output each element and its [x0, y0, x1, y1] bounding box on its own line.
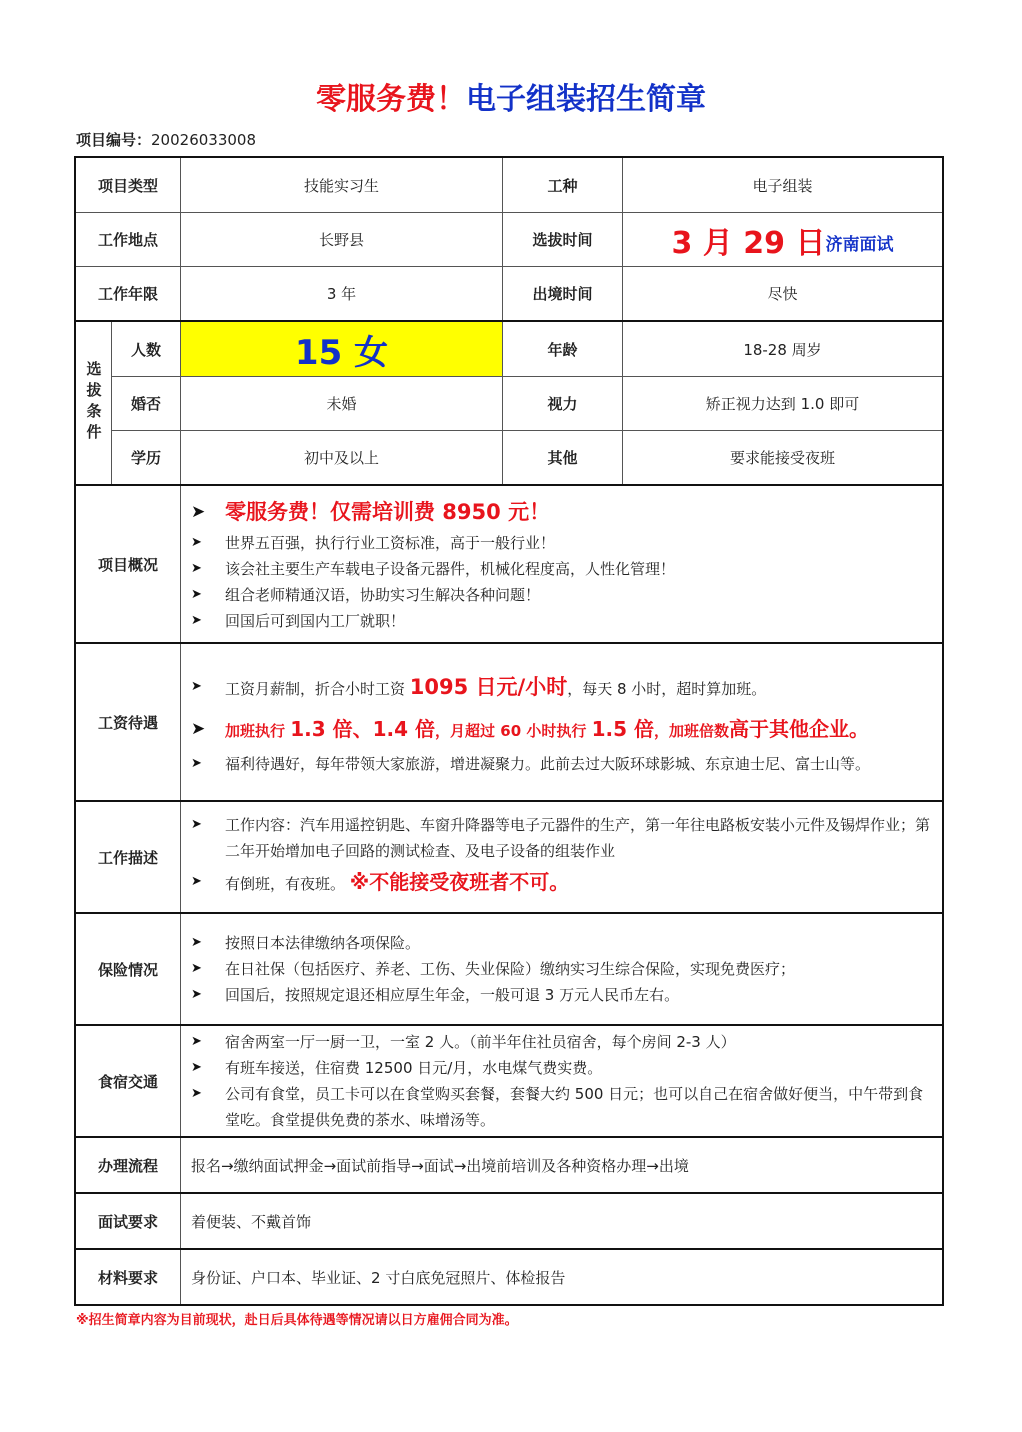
table-row	[112, 376, 942, 430]
label-selection-time: 选拔时间	[502, 213, 622, 266]
section-lodging	[76, 1024, 942, 1136]
list-item: ➤ 回国后，按照规定退还相应厚生年金，一般可退 3 万元人民币左右。	[191, 982, 679, 1008]
recruitment-table	[74, 156, 944, 1306]
section-work	[76, 800, 942, 912]
project-number-label: 项目编号：	[76, 131, 152, 149]
list-item: ➤ 组合老师精通汉语，协助实习生解决各种问题！	[191, 582, 540, 608]
label-job-type: 工种	[502, 158, 622, 212]
selection-date: 3 月 29 日	[671, 225, 826, 261]
page-title	[0, 78, 1022, 122]
label-marital: 婚否	[130, 395, 161, 413]
section-insurance	[76, 912, 942, 1024]
list-item: ➤ 加班执行 1.3 倍、1.4 倍，月超过 60 小时执行 1.5 倍，加班倍数高于其他企业。	[191, 709, 869, 751]
arrow-icon: ➤	[191, 961, 202, 976]
value-work-location: 长野县	[180, 213, 502, 266]
arrow-icon: ➤	[191, 874, 202, 889]
value-education: 初中及以上	[180, 431, 502, 484]
list-item: ➤ 有倒班，有夜班。 ※不能接受夜班者不可。	[191, 864, 569, 902]
salary-content	[180, 644, 942, 800]
list-item: ➤ 有班车接送，住宿费 12500 日元/月，水电煤气费实费。	[191, 1055, 602, 1081]
value-marital: 未婚	[180, 377, 502, 430]
project-number	[76, 128, 256, 152]
insurance-content	[180, 914, 942, 1024]
list-item: ➤ 福利待遇好，每年带领大家旅游，增进凝聚力。此前去过大阪环球影城、东京迪士尼、富士山等。	[191, 751, 870, 777]
value-job-type: 电子组装	[622, 158, 942, 212]
list-item: ➤ 工资月薪制，折合小时工资 1095 日元/小时，每天 8 小时，超时算加班。	[191, 667, 766, 709]
arrow-icon: ➤	[191, 1034, 202, 1049]
footnote: ※招生简章内容为目前现状，赴日后具体待遇等情况请以日方雇佣合同为准。	[76, 1313, 518, 1328]
label-work-location: 工作地点	[97, 231, 158, 249]
list-item: ➤ 工作内容：汽车用遥控钥匙、车窗升降器等电子元器件的生产，第一年往电路板安装小元件及锡焊作业；第二年开始增加电子回路的测试检查、及电子设备的组装作业	[191, 812, 934, 864]
selection-side-label: 选拔条件	[76, 322, 112, 484]
arrow-icon: ➤	[191, 756, 202, 771]
list-item: ➤ 按照日本法律缴纳各项保险。	[191, 930, 420, 956]
value-vision: 矫正视力达到 1.0 即可	[622, 377, 942, 430]
table-row	[112, 430, 942, 484]
label-age: 年龄	[502, 322, 622, 376]
label-work-years: 工作年限	[97, 285, 158, 303]
materials-label: 材料要求	[97, 1268, 158, 1287]
list-item: ➤ 世界五百强，执行行业工资标准，高于一般行业！	[191, 530, 555, 556]
salary-label: 工资待遇	[97, 713, 158, 732]
table-row	[76, 158, 942, 212]
materials-value: 身份证、户口本、毕业证、2 寸白底免冠照片、体检报告	[180, 1250, 942, 1304]
interview-value: 着便装、不戴首饰	[180, 1194, 942, 1248]
arrow-icon: ➤	[191, 1086, 202, 1101]
arrow-icon: ➤	[191, 613, 202, 628]
lodging-label: 食宿交通	[97, 1072, 158, 1091]
value-work-years: 3 年	[180, 267, 502, 320]
table-row	[76, 266, 942, 320]
night-shift-warning: ※不能接受夜班者不可。	[349, 870, 570, 894]
lodging-content	[180, 1026, 942, 1136]
value-headcount: 15 女	[180, 322, 502, 376]
overview-label: 项目概况	[97, 555, 158, 574]
work-content	[180, 802, 942, 912]
process-value: 报名→缴纳面试押金→面试前指导→面试→出境前培训及各种资格办理→出境	[180, 1138, 942, 1192]
project-number-value: 20026033008	[151, 131, 256, 149]
arrow-icon: ➤	[191, 502, 206, 522]
arrow-icon: ➤	[191, 719, 206, 739]
label-other: 其他	[502, 431, 622, 484]
selection-place: 济南面试	[825, 235, 894, 255]
arrow-icon: ➤	[191, 587, 202, 602]
hourly-wage: 1095 日元/小时	[409, 675, 568, 699]
list-item: ➤ 在日社保（包括医疗、养老、工伤、失业保险）缴纳实习生综合保险，实现免费医疗；	[191, 956, 795, 982]
interview-label: 面试要求	[97, 1212, 158, 1231]
value-departure-time: 尽快	[622, 267, 942, 320]
label-headcount: 人数	[130, 340, 161, 359]
section-materials	[76, 1248, 942, 1304]
list-item: ➤ 回国后可到国内工厂就职！	[191, 608, 405, 634]
overview-content	[180, 486, 942, 642]
arrow-icon: ➤	[191, 561, 202, 576]
insurance-label: 保险情况	[97, 960, 158, 979]
table-row	[112, 322, 942, 376]
list-item: ➤ 该会社主要生产车载电子设备元器件，机械化程度高，人性化管理！	[191, 556, 675, 582]
value-selection-time	[622, 213, 942, 266]
label-departure-time: 出境时间	[502, 267, 622, 320]
title-main: 电子组装招生简章	[466, 82, 706, 117]
arrow-icon: ➤	[191, 1060, 202, 1075]
label-project-type: 项目类型	[97, 176, 158, 195]
arrow-icon: ➤	[191, 535, 202, 550]
label-education: 学历	[130, 449, 161, 467]
list-item: ➤ 公司有食堂，员工卡可以在食堂购买套餐，套餐大约 500 日元；也可以自己在宿舍做好便当，中午带到食堂吃。食堂提供免费的茶水、味增汤等。	[191, 1081, 934, 1133]
work-label: 工作描述	[97, 848, 158, 867]
process-label: 办理流程	[97, 1156, 158, 1175]
arrow-icon: ➤	[191, 679, 202, 694]
list-item: ➤ 宿舍两室一厅一厨一卫，一室 2 人。（前半年住社员宿舍，每个房间 2-3 人）	[191, 1029, 736, 1055]
arrow-icon: ➤	[191, 817, 202, 832]
title-highlight: 零服务费！	[316, 82, 466, 117]
arrow-icon: ➤	[191, 935, 202, 950]
selection-conditions	[76, 320, 942, 484]
value-other: 要求能接受夜班	[622, 431, 942, 484]
section-salary	[76, 642, 942, 800]
section-overview	[76, 484, 942, 642]
label-vision: 视力	[502, 377, 622, 430]
overview-headline: 零服务费！仅需培训费 8950 元！	[225, 500, 551, 524]
value-age: 18-28 周岁	[622, 322, 942, 376]
arrow-icon: ➤	[191, 987, 202, 1002]
section-interview	[76, 1192, 942, 1248]
value-project-type: 技能实习生	[180, 158, 502, 212]
list-item	[191, 494, 550, 530]
table-row	[76, 212, 942, 266]
section-process	[76, 1136, 942, 1192]
